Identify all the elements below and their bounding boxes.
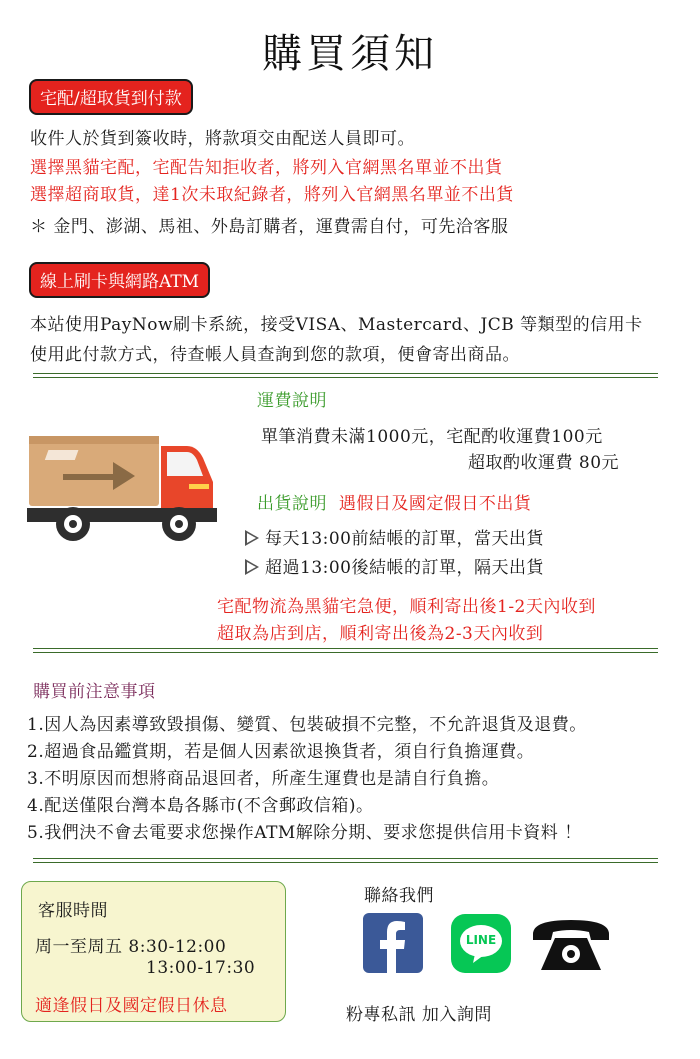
service-hours-line-1: 周一至周五 8:30-12:00: [35, 937, 227, 957]
divider: [33, 373, 658, 378]
triangle-bullet-icon: [245, 559, 259, 575]
section-tag-cod: 宅配/超取貨到付款: [29, 79, 193, 115]
service-holiday-note: 適逢假日及國定假日休息: [35, 996, 228, 1016]
logistics-line-1: 宅配物流為黑貓宅急便，順利寄出後1-2天內收到: [217, 597, 596, 617]
dispatch-item-1: 每天13:00前結帳的訂單，當天出貨: [245, 524, 544, 549]
contact-heading: 聯絡我們: [364, 886, 434, 906]
contact-caption: 粉專私訊 加入詢問: [346, 1005, 492, 1025]
section-tag-online: 線上刷卡與網路ATM: [29, 262, 210, 298]
notices-heading: 購買前注意事項: [33, 682, 156, 702]
cod-line-1: 收件人於貨到簽收時，將款項交由配送人員即可。: [30, 129, 415, 149]
divider: [33, 648, 658, 653]
online-line-1: 本站使用PayNow刷卡系統，接受VISA、Mastercard、JCB 等類型的信用卡: [30, 315, 643, 335]
shipping-fee-heading: 運費說明: [257, 391, 327, 411]
cod-line-4: ＊ 金門、澎湖、馬祖、外島訂購者，運費需自付，可先洽客服: [30, 217, 509, 237]
notice-item-4: 4.配送僅限台灣本島各縣市(不含郵政信箱)。: [27, 796, 374, 816]
dispatch-note: 遇假日及國定假日不出貨: [338, 494, 532, 514]
divider: [33, 858, 658, 863]
notice-item-5: 5.我們決不會去電要求您操作ATM解除分期、要求您提供信用卡資料 ！: [27, 823, 582, 843]
triangle-bullet-icon: [245, 530, 259, 546]
facebook-icon[interactable]: [363, 913, 423, 973]
service-hours-heading: 客服時間: [38, 901, 108, 921]
dispatch-heading: 出貨說明: [257, 494, 327, 514]
cod-line-3: 選擇超商取貨，達1次未取紀錄者，將列入官網黑名單並不出貨: [30, 185, 514, 205]
dispatch-heading-row: [257, 489, 531, 514]
telephone-icon[interactable]: [529, 916, 613, 974]
line-icon-label: LINE: [465, 933, 497, 947]
online-line-2: 使用此付款方式，待查帳人員查詢到您的款項，便會寄出商品。: [30, 345, 520, 365]
service-hours-line-2: 13:00-17:30: [146, 958, 256, 978]
line-icon[interactable]: [451, 914, 511, 973]
notice-item-3: 3.不明原因而想將商品退回者，所產生運費也是請自行負擔。: [27, 769, 500, 789]
logistics-line-2: 超取為店到店，順利寄出後為2-3天內收到: [217, 624, 544, 644]
dispatch-item-2: 超過13:00後結帳的訂單，隔天出貨: [245, 553, 544, 578]
cod-line-2: 選擇黑貓宅配，宅配告知拒收者，將列入官網黑名單並不出貨: [30, 158, 503, 178]
notice-item-1: 1.因人為因素導致毀損傷、變質、包裝破損不完整，不允許退貨及退費。: [27, 715, 587, 735]
notice-item-2: 2.超過食品鑑賞期，若是個人因素欲退換貨者，須自行負擔運費。: [27, 742, 535, 762]
shipping-fee-line-2: 超取酌收運費 80元: [468, 453, 620, 473]
delivery-truck-icon: [27, 432, 219, 544]
page-title: 購買須知: [262, 31, 438, 77]
shipping-fee-line-1: 單筆消費未滿1000元，宅配酌收運費100元: [261, 427, 603, 447]
